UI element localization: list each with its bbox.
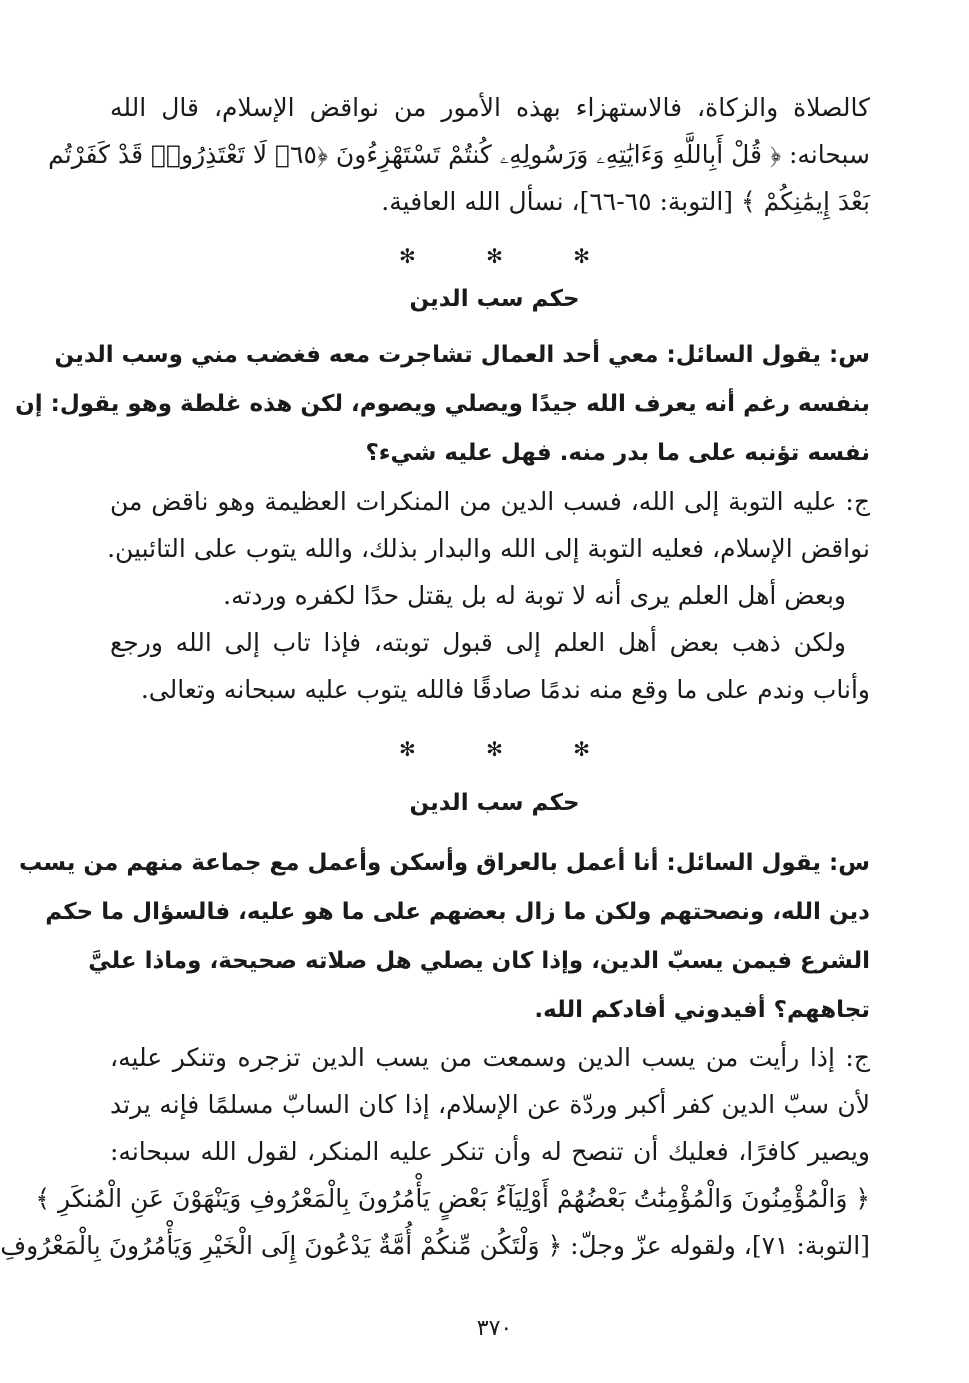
section-1-question [15, 331, 870, 478]
question-line: دين الله، ونصحتهم ولكن ما زال بعضهم على ما هو عليه، فالسؤال ما حكم [45, 899, 870, 925]
answer-line: وبعض أهل العلم يرى أنه لا توبة له بل يقتل حدًا لكفره وردته. [223, 581, 846, 610]
question-line: الشرع فيمن يسبّ الدين، وإذا كان يصلي هل صلاته صحيحة، وماذا عليَّ [88, 948, 870, 974]
question-line: نفسه تؤنبه على ما بدر منه. فهل عليه شيء؟ [365, 440, 870, 466]
intro-line-2: سبحانه: ﴿ قُلْ أَبِاللَّهِ وَءَايَٰتِهِۦ وَرَسُولِهِۦ كُنتُمْ تَسْتَهْزِءُونَ ﴿٦٥﴾ لَا تَعْتَذِرُوا۟ قَدْ كَفَرْتُم [48, 140, 870, 169]
answer-line: ج: عليه التوبة إلى الله، فسب الدين من المنكرات العظيمة وهو ناقض من [110, 487, 870, 516]
answer-line: ويصير كافرًا، فعليك أن تنصح له وأن تنكر عليه المنكر، لقول الله سبحانه: [110, 1137, 870, 1166]
answer-line: ولكن ذهب بعض أهل العلم إلى قبول توبته، فإذا تاب إلى الله ورجع [110, 628, 846, 657]
quran-verse-line: ﴿ وَالْمُؤْمِنُونَ وَالْمُؤْمِنَٰتُ بَعْضُهُمْ أَوْلِيَآءُ بَعْضٍ يَأْمُرُونَ بِالْمَعْرُوفِ وَيَنْهَوْنَ عَنِ الْمُنكَرِ ﴾ [35, 1184, 870, 1213]
answer-line: لأن سبّ الدين كفر أكبر وردّة عن الإسلام، إذا كان السابّ مسلمًا فإنه يرتد [110, 1090, 870, 1119]
section-1-title: حكم سب الدين [409, 286, 580, 312]
star-ornament: ✻ [573, 244, 590, 268]
question-line: تجاههم؟ أفيدوني أفادكم الله. [534, 997, 870, 1023]
page-number: ٣٧٠ [476, 1316, 513, 1341]
star-ornament: ✻ [398, 244, 416, 268]
answer-line: ج: إذا رأيت من يسب الدين وسمعت من يسب الدين تزجره وتنكر عليه، [110, 1043, 870, 1072]
section-2-title: حكم سب الدين [409, 790, 580, 816]
question-line: بنفسه رغم أنه يعرف الله جيدًا ويصلي ويصوم، لكن هذه غلطة وهو يقول: إن [15, 391, 870, 417]
intro-line-1: كالصلاة والزكاة، فالاستهزاء بهذه الأمور من نواقض الإسلام، قال الله [110, 93, 870, 122]
star-ornament: ✻ [486, 737, 503, 761]
section-divider-1 [20, 244, 969, 268]
section-2-question [19, 839, 870, 1035]
star-ornament: ✻ [573, 737, 590, 761]
section-2-answer [0, 1034, 870, 1269]
intro-paragraph [48, 84, 870, 225]
section-divider-2 [20, 737, 969, 761]
quran-verse-line: [التوبة: ٧١]، ولقوله عزّ وجلّ: ﴿ وَلْتَكُن مِّنكُمْ أُمَّةٌ يَدْعُونَ إِلَى الْخَيْرِ وَيَأْمُرُونَ بِالْمَعْرُوفِ [0, 1231, 870, 1260]
intro-line-3: بَعْدَ إِيمَٰنِكُمْ ﴾ [التوبة: ٦٥-٦٦]، نسأل الله العافية. [381, 187, 870, 216]
question-line: س: يقول السائل: معي أحد العمال تشاجرت معه فغضب مني وسب الدين [54, 342, 870, 368]
answer-line: نواقض الإسلام، فعليه التوبة إلى الله والبدار بذلك، والله يتوب على التائبين. [107, 534, 870, 563]
answer-line: وأناب وندم على ما وقع منه ندمًا صادقًا فالله يتوب عليه سبحانه وتعالى. [140, 675, 870, 704]
question-line: س: يقول السائل: أنا أعمل بالعراق وأسكن وأعمل مع جماعة منهم من يسب [19, 850, 870, 876]
star-ornament: ✻ [486, 244, 503, 268]
section-1-answer [107, 478, 870, 713]
star-ornament: ✻ [398, 737, 416, 761]
